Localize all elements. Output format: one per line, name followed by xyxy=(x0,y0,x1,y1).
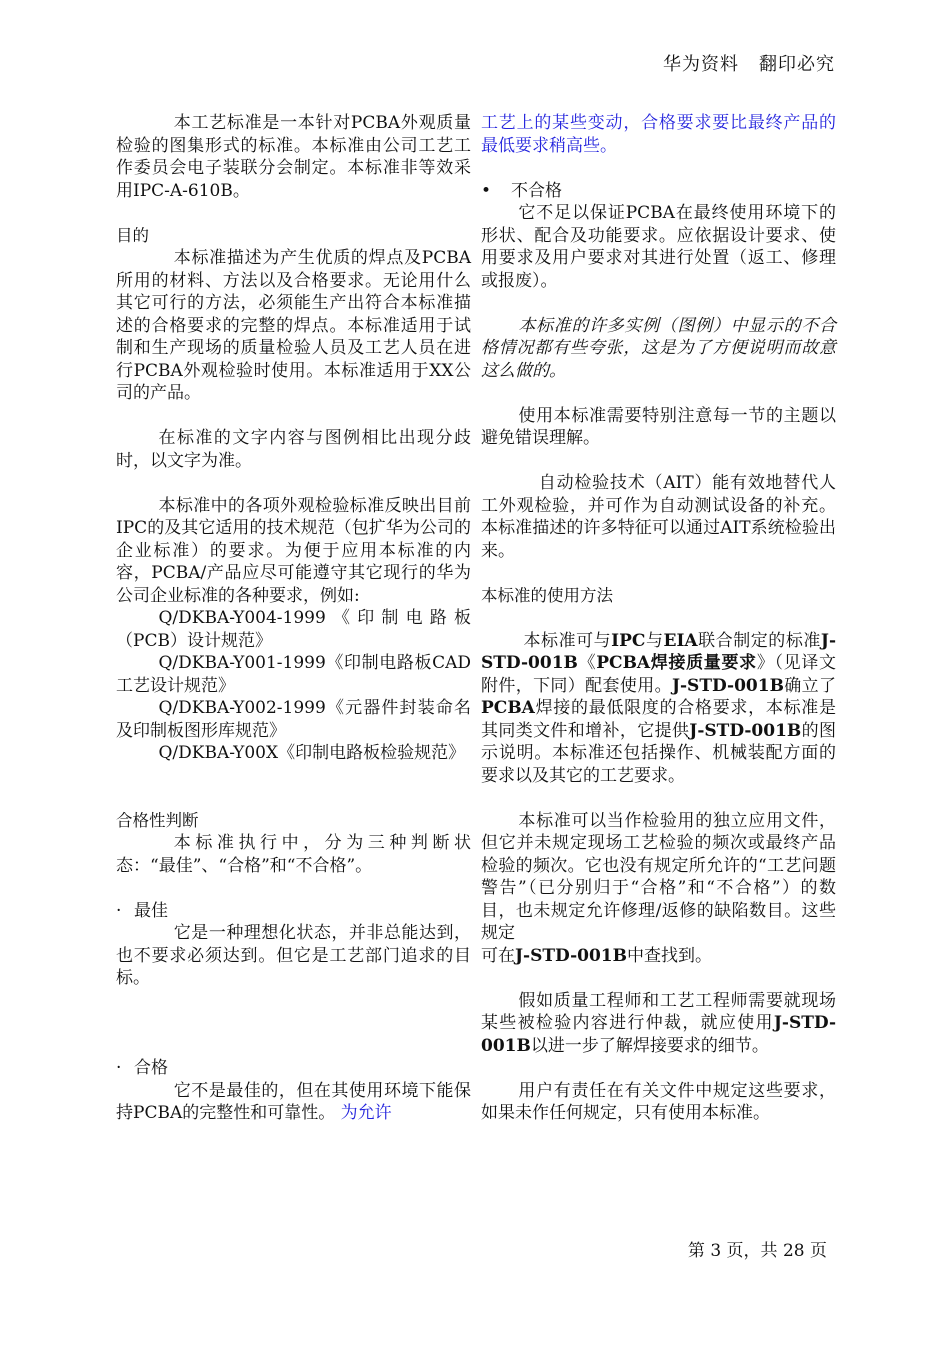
header-copyright: 翻印必究 xyxy=(759,54,835,75)
best-heading xyxy=(116,900,471,923)
pass-continued-paragraph: 工艺上的某些变动，合格要求要比最终产品的最低要求稍高些。 xyxy=(481,113,836,156)
judgement-paragraph: 本标准执行中，分为三种判断状态：“最佳”、“合格”和“不合格”。 xyxy=(116,833,471,876)
judgement-heading: 合格性判断 xyxy=(116,810,199,830)
standard-item: Q/DKBA-Y004-1999《印制电路板（PCB）设计规范》 xyxy=(116,608,471,651)
standard-item: Q/DKBA-Y001-1999《印制电路板CAD工艺设计规范》 xyxy=(116,653,471,696)
usage-bold: J-STD-001B xyxy=(671,675,784,696)
usage-text: 假如质量工程师和工艺工程师需要就现场某些被检验内容进行仲裁，就应使用 xyxy=(481,990,836,1033)
pass-heading-text: 合格 xyxy=(134,1058,168,1078)
usage-paragraph-1 xyxy=(481,630,836,788)
right-column xyxy=(481,112,836,1125)
usage-text: 本标准可以当作检验用的独立应用文件，但它并未规定现场工艺检验的频次或最终产品检验的频次。它也没有规定所允许的“工艺问题警告”（已分别归于“合格”和“不合格”）的数目，也未规定允许修理/返修的缺陷数目。这些规定 xyxy=(481,810,836,943)
fail-heading xyxy=(481,180,836,203)
usage-bold: J-STD-001B xyxy=(689,720,802,741)
bullet-icon: • xyxy=(481,180,492,201)
exaggerated-note: 本标准的许多实例（图例）中显示的不合格情况都有些夸张，这是为了方便说明而故意这么做的。 xyxy=(481,315,836,381)
usage-text: 以进一步了解焊接要求的细节。 xyxy=(530,1035,769,1056)
usage-bold: IPC xyxy=(611,630,646,651)
fail-heading-text: 不合格 xyxy=(511,180,562,201)
best-heading-text: 最佳 xyxy=(134,900,168,921)
reflect-paragraph: 本标准中的各项外观检验标准反映出目前IPC的及其它适用的技术规范（包扩华为公司的企业标准）的要求。为便于应用本标准的内容，PCBA/产品应尽可能遵守其它现行的华为公司企业标准的各种要求，例如: xyxy=(116,495,471,606)
left-column xyxy=(116,112,471,1125)
usage-text: 《 xyxy=(577,653,597,673)
standard-item: Q/DKBA-Y00X《印制电路板检验规范》 xyxy=(158,743,466,763)
pass-paragraph xyxy=(116,1080,471,1125)
page-header xyxy=(663,50,835,76)
bullet-icon: · xyxy=(116,1058,122,1078)
purpose-heading: 目的 xyxy=(116,225,149,245)
ait-paragraph: 自动检验技术（AIT）能有效地替代人工外观检验，并可作为自动测试设备的补充。本标准描述的许多特征可以通过AIT系统检验出来。 xyxy=(481,473,836,561)
pass-text: 它不是最佳的，但在其使用环境下能保持PCBA的完整性和可靠性。 xyxy=(116,1080,471,1123)
usage-bold: J-STD-001B xyxy=(515,945,627,966)
usage-text: 可在 xyxy=(481,945,515,966)
usage-bold: PCBA焊接质量要求 xyxy=(596,653,757,673)
intro-paragraph: 本工艺标准是一本针对PCBA外观质量检验的图集形式的标准。本标准由公司工艺工作委员会电子装联分会制定。本标准非等效采用IPC-A-610B。 xyxy=(116,113,471,201)
pass-text-highlight: 为允许 xyxy=(340,1103,392,1123)
bullet-icon: · xyxy=(116,900,122,921)
usage-paragraph-3 xyxy=(481,990,836,1058)
standard-item: Q/DKBA-Y002-1999《元器件封装命名及印制板图形库规范》 xyxy=(116,698,471,741)
usage-bold: J-STD-001B xyxy=(481,630,837,673)
best-paragraph: 它是一种理想化状态，并非总能达到，也不要求必须达到。但它是工艺部门追求的目标。 xyxy=(116,923,471,988)
usage-text: 的图示说明。本标准还包括操作、机械装配方面的要求以及其它的工艺要求。 xyxy=(481,720,837,786)
pass-heading xyxy=(116,1057,471,1080)
usage-bold: PCBA xyxy=(481,698,535,718)
fail-paragraph: 它不足以保证PCBA在最终使用环境下的形状、配合及功能要求。应依据设计要求、使用要求及用户要求对其进行处置（返工、修理或报废）。 xyxy=(481,203,836,291)
usage-text: 联合制定的标准 xyxy=(697,630,821,651)
usage-bold: EIA xyxy=(663,630,698,651)
header-company: 华为资料 xyxy=(663,54,739,75)
conflict-paragraph: 在标准的文字内容与图例相比出现分歧时，以文字为准。 xyxy=(116,428,471,471)
usage-text: 》（见译文附件，下同）配套使用。 xyxy=(481,653,837,696)
usage-text: 中查找到。 xyxy=(627,945,712,966)
attention-paragraph: 使用本标准需要特别注意每一节的主题以避免错误理解。 xyxy=(481,405,836,448)
page-number: 第 3 页，共 28 页 xyxy=(687,1241,827,1261)
usage-heading: 本标准的使用方法 xyxy=(481,585,613,605)
usage-text: 焊接的最低限度的合格要求，本标准是其同类文件和增补，它提供 xyxy=(481,698,836,741)
usage-text: 本标准可与 xyxy=(523,630,612,651)
usage-paragraph-4: 用户有责任在有关文件中规定这些要求，如果未作任何规定，只有使用本标准。 xyxy=(481,1080,836,1123)
usage-paragraph-2 xyxy=(481,810,836,968)
usage-text: 确立了 xyxy=(783,675,837,696)
usage-text: 与 xyxy=(645,630,664,651)
usage-bold: J-STD-001B xyxy=(481,1013,836,1056)
purpose-paragraph: 本标准描述为产生优质的焊点及PCBA所用的材料、方法以及合格要求。无论用什么其它可行的方法，必须能生产出符合本标准描述的合格要求的完整的焊点。本标准适用于试制和生产现场的质量检验人员及工艺人员在进行PCBA外观检验时使用。本标准适用于XX公司的产品。 xyxy=(116,248,471,403)
